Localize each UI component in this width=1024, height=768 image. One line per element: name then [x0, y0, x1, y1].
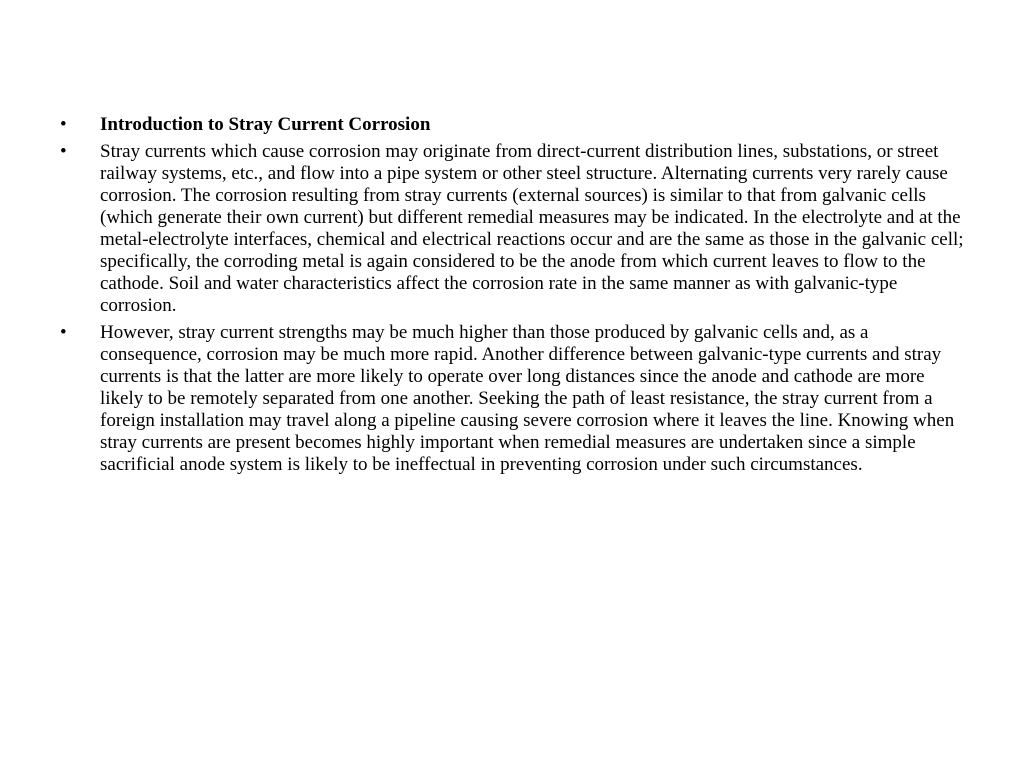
paragraph-text: Stray currents which cause corrosion may originate from direct-current distribution lines, substations, or street railway systems, etc., and flow into a pipe system or other steel structure. Alternating currents very rarely cause corrosion. The corrosion resulting from stray currents (external sources) is similar to that from galvanic cells (which generate their own current) but different remedial measures may be indicated. In the electrolyte and at the metal-electrolyte interfaces, chemical and electrical reactions occur and are the same as those in the galvanic cell; specifically, the corroding metal is again considered to be the anode from which current leaves to flow to the cathode. Soil and water characteristics affect the corrosion rate in the same manner as with galvanic-type corrosion.: [100, 141, 964, 316]
bullet-list: [60, 114, 970, 481]
bullet-item-paragraph-1: [60, 141, 970, 317]
bullet-item-title: [60, 114, 970, 136]
bullet-icon: •: [60, 114, 67, 135]
bullet-item-paragraph-2: [60, 322, 970, 476]
bullet-icon: •: [60, 322, 67, 343]
slide-heading: Introduction to Stray Current Corrosion: [100, 114, 431, 135]
paragraph-text: However, stray current strengths may be much higher than those produced by galvanic cells and, as a consequence, corrosion may be much more rapid. Another difference between galvanic-type currents and stray currents is that the latter are more likely to operate over long distances since the anode and cathode are more likely to be remotely separated from one another. Seeking the path of least resistance, the stray current from a foreign installation may travel along a pipeline causing severe corrosion where it leaves the line. Knowing when stray currents are present becomes highly important when remedial measures are undertaken since a simple sacrificial anode system is likely to be ineffectual in preventing corrosion under such circumstances.: [100, 322, 955, 475]
bullet-icon: •: [60, 141, 67, 162]
